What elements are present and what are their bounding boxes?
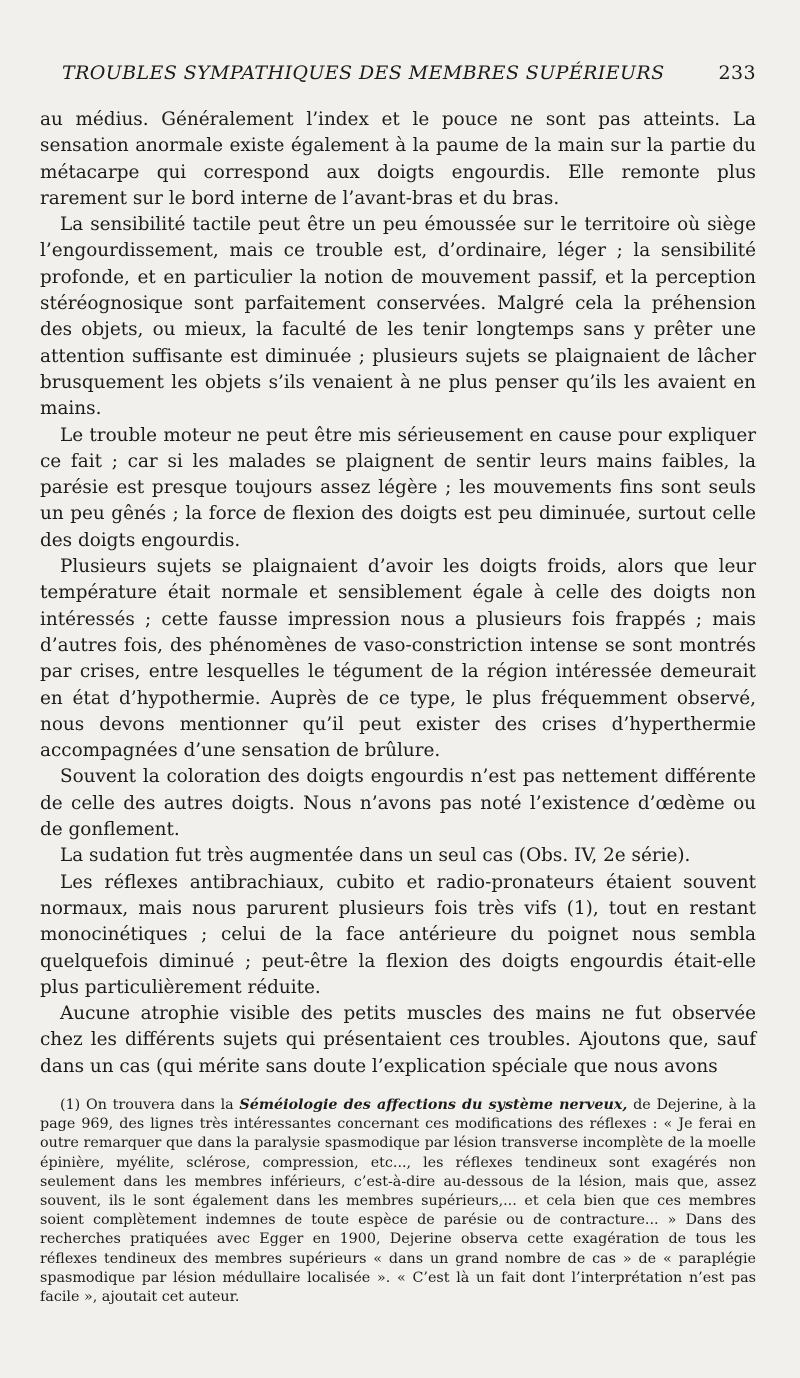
paragraph: Les réflexes antibrachiaux, cubito et radio-pronateurs étaient souvent normaux, mais nous parurent plusieurs fois très vifs (1), tout en restant monocinétiques ; celui de la face antérieure du poignet nous sembla quelquefois diminué ; peut-être la flexion des doigts engourdis était-elle plus particulièrement réduite.	[40, 871, 756, 998]
paragraph: Aucune atrophie visible des petits muscles des mains ne fut observée chez les différents sujets qui présentaient ces troubles. Ajoutons que, sauf dans un cas (qui mérite sans doute l’explication spéciale que nous avons	[40, 1003, 756, 1077]
footnote-bold-fragment: que, assez souvent, ils le sont également dans les membres supérieurs,... et cela bien que ces membres soient complètement indemnes de toute espèce de parésie ou de contracture... »	[40, 1173, 757, 1229]
book-page	[40, 62, 756, 1307]
running-title: TROUBLES SYMPATHIQUES DES MEMBRES SUPÉRIEURS	[62, 62, 665, 84]
page-number: 233	[718, 62, 756, 84]
paragraph: Le trouble moteur ne peut être mis sérieusement en cause pour expliquer ce fait ; car si les malades se plaignent de sentir leurs mains faibles, la parésie est presque toujours assez légère ; les mouvements fins sont seuls un peu gênés ; la force de flexion des doigts est peu diminuée, surtout celle des doigts engourdis.	[40, 424, 756, 551]
running-header	[40, 62, 756, 90]
footnote-book-title: Séméiologie des affections du système nerveux,	[239, 1096, 628, 1113]
paragraph: La sudation fut très augmentée dans un seul cas (Obs. IV, 2e série).	[60, 845, 691, 867]
paragraph: Souvent la coloration des doigts engourdis n’est pas nettement différente de celle des autres doigts. Nous n’avons pas noté l’existence d’œdème ou de gonflement.	[40, 766, 756, 841]
paragraph: au médius. Généralement l’index et le pouce ne sont pas atteints. La sensation anormale existe également à la paume de la main sur la partie du métacarpe qui correspond aux doigts engourdis. Elle remonte plus rarement sur le bord interne de l’avant-bras et du bras.	[40, 109, 756, 209]
paragraph: Plusieurs sujets se plaignaient d’avoir les doigts froids, alors que leur température était normale et sensiblement égale à celle des doigts non intéressés ; cette fausse impression nous a plusieurs fois frappés ; mais d’autres fois, des phénomènes de vaso-constriction intense se sont montrés par crises, entre lesquelles le tégument de la région intéressée demeurait en état d’hypothermie. Auprès de ce type, le plus fréquemment observé, nous devons mentionner qu’il peut exister des crises d’hyperthermie accompagnées d’une sensation de brûlure.	[40, 556, 756, 762]
footnote	[40, 1096, 756, 1307]
footnote-lead: (1) On trouvera dans la	[60, 1096, 240, 1113]
footnote-text	[40, 1096, 756, 1307]
footnote-body-1: de Dejerine, à la page 969, des lignes très intéressantes concernant ces modifications des réflexes : « Je ferai en outre remarquer que dans la paralysie spasmodique par lésion transverse incomplète de la moelle épinière, myélite, sclérose, compression, etc..., les réflexes tendineux sont exagérés non seulement dans les membres inférieurs, c’est-à-dire au-dessous de la lésion, mais	[40, 1096, 756, 1190]
footnote-body-2: Dans des recherches pratiquées avec Egger en 1900, Dejerine observa cette exagération de tous les réflexes tendineux des membres supérieurs « dans un grand nombre de cas » de « paraplégie spasmodique par lésion médullaire localisée ». « C’est là un fait dont l’interprétation n’est pas facile », ajoutait cet auteur.	[40, 1212, 756, 1306]
body-text	[40, 107, 756, 1080]
paragraph: La sensibilité tactile peut être un peu émoussée sur le territoire où siège l’engourdissement, mais ce trouble est, d’ordinaire, léger ; la sensibilité profonde, et en particulier la notion de mouvement passif, et la perception stéréognosique sont parfaitement conservées. Malgré cela la préhension des objets, ou mieux, la faculté de les tenir longtemps sans y prêter une attention suffisante est diminuée ; plusieurs sujets se plaignaient de lâcher brusquement les objets s’ils venaient à ne plus penser qu’ils les avaient en mains.	[40, 214, 756, 420]
